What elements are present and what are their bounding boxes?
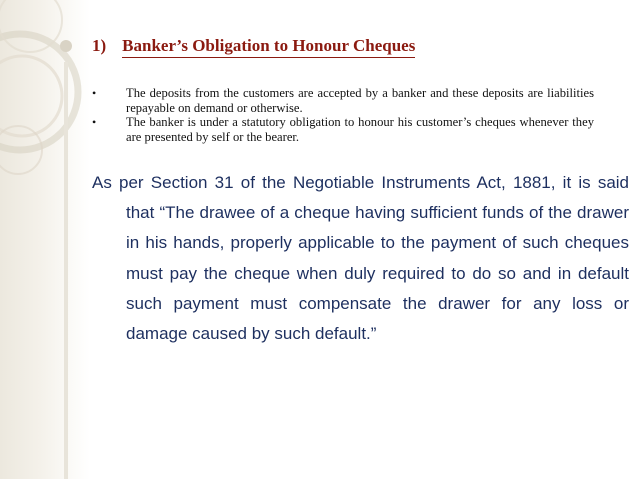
- accent-dot: [60, 40, 72, 52]
- title-number: 1): [92, 36, 107, 55]
- accent-bar: [64, 62, 68, 479]
- section-quote: As per Section 31 of the Negotiable Instruments Act, 1881, it is said that “The drawee of a cheque having sufficient funds of the drawer in his hands, properly applicable to the payment of such cheques must pay the cheque when duly required to do so and in default such payment must compensate the drawer for any loss or damage caused by such default.”: [92, 173, 629, 344]
- bullet-text: The deposits from the customers are accepted by a banker and these deposits are liabilities repayable on demand or otherwise.: [126, 86, 594, 115]
- bullet-item: [92, 86, 594, 115]
- decor-circle-inner: [0, 56, 62, 136]
- bullet-item: [92, 115, 594, 144]
- slide-title: [92, 36, 512, 58]
- bullet-text: The banker is under a statutory obligation to honour his customer’s cheques whenever they are presented by self or the bearer.: [126, 115, 594, 144]
- title-text: Banker’s Obligation to Honour Cheques: [122, 36, 415, 58]
- bullet-icon: •: [92, 86, 97, 100]
- bullet-icon: •: [92, 115, 97, 130]
- bullet-list: [92, 86, 594, 144]
